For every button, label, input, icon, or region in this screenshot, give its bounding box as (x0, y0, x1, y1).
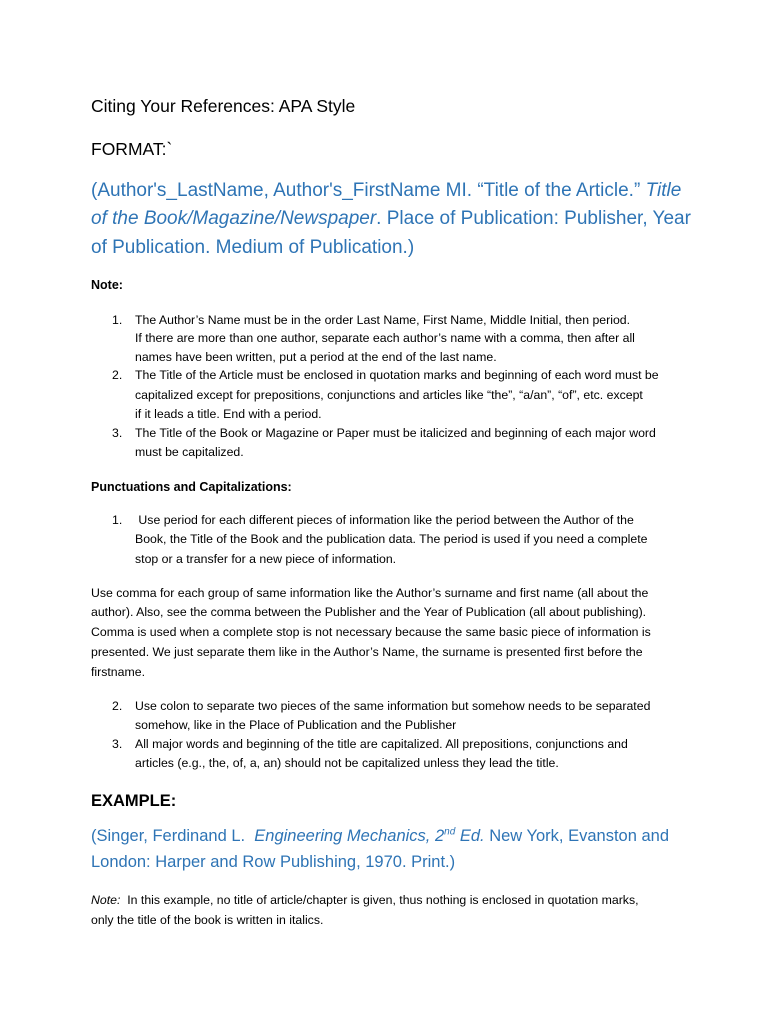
note-label: Note: (91, 278, 123, 292)
final-note-label: Note: (91, 893, 121, 907)
note-2-line-1: The Title of the Article must be enclosed in quotation marks and beginning of each word must be (135, 368, 659, 382)
note-2-line-3: if it leads a title. End with a period. (135, 407, 322, 421)
comma-paragraph-line-4: presented. We just separate them like in the Author’s Name, the surname is presented first before the (91, 645, 643, 659)
punct-2-number: 2. (112, 699, 123, 713)
punct-2-line-2: somehow, like in the Place of Publication and the Publisher (135, 718, 457, 732)
comma-paragraph-line-3: Comma is used when a complete stop is not necessary because the same basic piece of information is (91, 625, 651, 639)
format-line-2-text: . Place of Publication: Publisher, Year (376, 208, 691, 229)
punctuation-label: Punctuations and Capitalizations: (91, 480, 292, 494)
punct-2-line-1: Use colon to separate two pieces of the same information but somehow needs to be separated (135, 699, 651, 713)
format-line-1-text: (Author's_LastName, Author's_FirstName MI. “Title of the Article.” (91, 180, 646, 201)
final-note-line-1 (91, 893, 639, 907)
comma-paragraph-line-5: firstname. (91, 665, 145, 679)
example-line-1-sup: nd (444, 826, 456, 838)
punct-3-line-1: All major words and beginning of the title are capitalized. All prepositions, conjunctions and (135, 737, 628, 751)
note-2-number: 2. (112, 368, 123, 382)
example-line-1-rest: New York, Evanston and (484, 827, 669, 845)
note-1-line-3: names have been written, put a period at the end of the last name. (135, 350, 497, 364)
example-line-1-italic-ed: Ed. (455, 827, 485, 845)
format-line-2 (91, 208, 691, 230)
punct-3-line-2: articles (e.g., the, of, a, an) should not be capitalized unless they lead the title. (135, 756, 559, 770)
example-line-1 (91, 827, 669, 846)
format-line-1 (91, 180, 681, 202)
note-2-line-2: capitalized except for prepositions, conjunctions and articles like “the”, “a/an”, “of”, etc. except (135, 388, 643, 402)
format-line-3: of Publication. Medium of Publication.) (91, 237, 415, 258)
note-1-line-1: The Author’s Name must be in the order Last Name, First Name, Middle Initial, then period. (135, 313, 631, 327)
comma-paragraph-line-2: author). Also, see the comma between the Publisher and the Year of Publication (all about publishing). (91, 605, 647, 619)
example-line-1-text: (Singer, Ferdinand L. (91, 827, 255, 845)
format-line-1-italic: Title (645, 180, 682, 201)
punct-1-line-2: Book, the Title of the Book and the publication data. The period is used if you need a complete (135, 532, 648, 546)
note-3-line-1: The Title of the Book or Magazine or Paper must be italicized and beginning of each major word (135, 426, 656, 440)
punct-1-number: 1. (112, 513, 123, 527)
final-note-line-2: only the title of the book is written in italics. (91, 913, 324, 927)
note-1-line-2: If there are more than one author, separate each author’s name with a comma, then after all (135, 331, 635, 345)
comma-paragraph-line-1: Use comma for each group of same information like the Author’s surname and first name (all about the (91, 586, 649, 600)
note-3-number: 3. (112, 426, 123, 440)
note-1-number: 1. (112, 313, 123, 327)
punct-1-line-1: Use period for each different pieces of information like the period between the Author of the (135, 513, 634, 527)
punct-1-line-3: stop or a transfer for a new piece of information. (135, 552, 397, 566)
example-label: EXAMPLE: (91, 792, 177, 810)
final-note-text: In this example, no title of article/chapter is given, thus nothing is enclosed in quotation marks, (120, 893, 639, 907)
example-line-2: London: Harper and Row Publishing, 1970. Print.) (91, 853, 456, 871)
note-3-line-2: must be capitalized. (135, 445, 244, 459)
example-line-1-italic: Engineering Mechanics, 2 (254, 827, 445, 845)
page-title: Citing Your References: APA Style (91, 96, 356, 116)
format-line-2-italic: of the Book/Magazine/Newspaper (91, 208, 377, 229)
format-label: FORMAT:` (91, 139, 173, 159)
punct-3-number: 3. (112, 737, 123, 751)
